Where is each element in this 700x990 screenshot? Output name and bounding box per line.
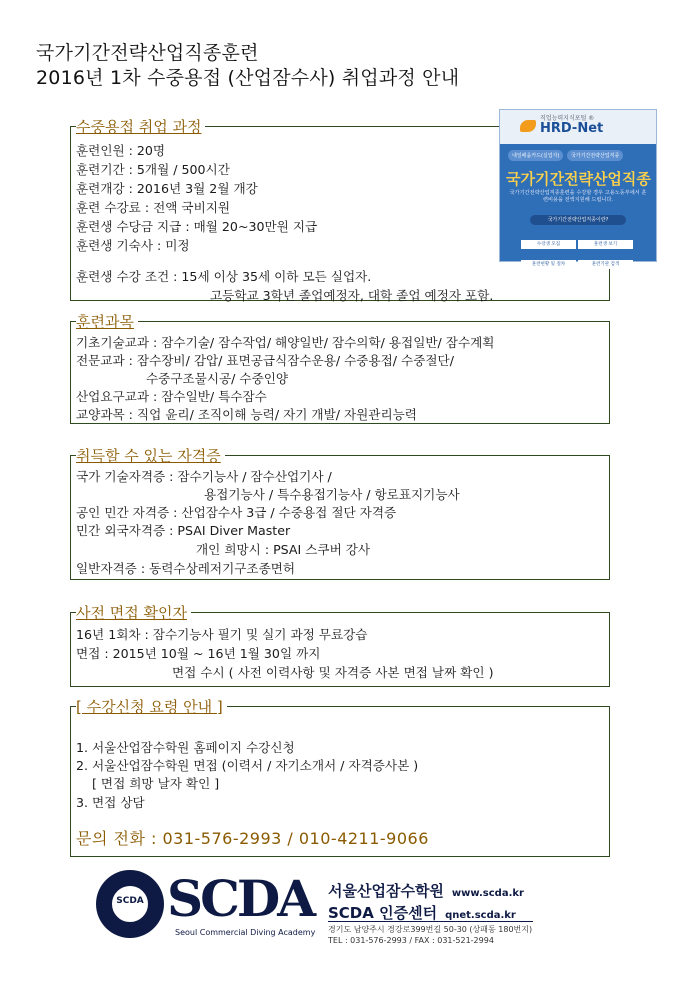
contact-phone: 문의 전화 : 031-576-2993 / 010-4211-9066 (76, 829, 429, 848)
hrd-net-banner[interactable] (499, 109, 657, 267)
scda-emblem-text: SCDA (116, 896, 144, 906)
academy-url[interactable]: www.scda.kr (451, 888, 524, 899)
subject-line: 전문교과 : 잠수장비/ 감압/ 표면공급식잠수운용/ 수중용접/ 수중절단/ (76, 353, 454, 368)
scda-logo: SCDA (167, 869, 314, 928)
academy-name-text: 서울산업잠수학원 (328, 882, 444, 900)
page-title-line2: 2016년 1차 수중용접 (산업잠수사) 취업과정 안내 (36, 67, 460, 89)
cert-center-text: SCDA 인증센터 (328, 904, 438, 922)
footer-address: 경기도 남양주시 경강로399번길 50-30 (상패동 180번지) (328, 925, 533, 934)
footer-divider (328, 921, 533, 922)
course-condition-line: 고등학교 3학년 졸업예정자, 대학 졸업 예정자 포함. (210, 288, 494, 303)
certificate-line: 개인 희망시 : PSAI 스쿠버 강사 (196, 542, 371, 557)
certificate-line: 국가 기술자격증 : 잠수기능사 / 잠수산업기사 / (76, 469, 332, 484)
banner-grid (520, 230, 638, 270)
banner-big-text: 국가기간전략산업직종 (506, 170, 651, 188)
course-info-line: 훈련기간 : 5개월 / 500시간 (76, 162, 230, 177)
application-step: 1. 서울산업잠수학원 홈페이지 수강신청 (76, 740, 295, 755)
course-info-line: 훈련 수강료 : 전액 국비지원 (76, 200, 231, 215)
section-subjects-heading: 훈련과목 (76, 311, 138, 332)
subject-line: 기초기술교과 : 잠수기술/ 잠수작업/ 해양일반/ 잠수의학/ 용접일반/ 잠수계획 (76, 335, 495, 350)
subject-line: 교양과목 : 직업 윤리/ 조직이해 능력/ 자기 개발/ 자원관리능력 (76, 407, 417, 422)
section-certificates-heading: 취득할 수 있는 자격증 (76, 445, 225, 466)
footer-contact (328, 924, 532, 946)
application-step: [ 면접 희망 날자 확인 ] (92, 776, 220, 791)
subject-line: 산업요구교과 : 잠수일반/ 특수잠수 (76, 389, 267, 404)
subject-line: 수중구조물시공/ 수중인양 (146, 371, 289, 386)
interview-line: 면접 수시 ( 사전 이력사항 및 자격증 사본 면접 날짜 확인 ) (172, 665, 494, 680)
interview-line: 면접 : 2015년 10월 ~ 16년 1월 30일 까지 (76, 646, 321, 661)
course-info-line: 훈련개강 : 2016년 3월 2월 개강 (76, 181, 258, 196)
hrd-logo-text: HRD-Net (540, 121, 604, 136)
banner-tab[interactable]: 내일배움카드(실업자) (508, 150, 563, 161)
banner-description: 국가기간전략산업직종훈련을 수강할 경우 고용노동부에서 훈련비용을 전액지원해 드립니다. (509, 190, 647, 203)
banner-tabs (508, 150, 625, 161)
page-title-line1: 국가기간전략산업직종훈련 (36, 42, 259, 64)
banner-tab[interactable]: 국가기간전략산업직종 (567, 150, 623, 161)
scda-logo-subtitle: Seoul Commercial Diving Academy (175, 928, 316, 937)
certificate-line: 공인 민간 자격증 : 산업잠수사 3급 / 수중용접 절단 자격증 (76, 505, 397, 520)
certificate-line: 일반자격증 : 동력수상레저기구조종면허 (76, 561, 296, 576)
course-info-line: 훈련생 기숙사 : 미정 (76, 238, 190, 253)
section-application-heading: [ 수강신청 요령 안내 ] (76, 696, 227, 717)
certificate-line: 용접기능사 / 특수용접기능사 / 항로표지기능사 (204, 487, 460, 502)
banner-small-text: 직업능력지식포털 ® (540, 115, 595, 122)
banner-grid-item[interactable]: 훈련기관 검색 (578, 260, 633, 269)
certificate-line: 민간 외국자격증 : PSAI Diver Master (76, 523, 291, 538)
academy-name (328, 880, 524, 901)
application-step: 3. 면접 상담 (76, 795, 145, 810)
cert-center-name (328, 902, 516, 923)
banner-grid-item[interactable]: 훈련현황 및 절차 (521, 260, 576, 269)
banner-grid-item[interactable]: 훈련생 보기 (578, 240, 633, 249)
cert-center-url[interactable]: qnet.scda.kr (445, 910, 516, 921)
section-interview-heading: 사전 면접 확인자 (76, 602, 191, 623)
course-info-line: 훈련인원 : 20명 (76, 143, 166, 158)
section-course-heading: 수중용접 취업 과정 (76, 116, 205, 137)
course-info-line: 훈련생 수당금 지급 : 매월 20~30만원 지급 (76, 219, 318, 234)
interview-line: 16년 1회차 : 잠수기능사 필기 및 실기 과정 무료강습 (76, 627, 368, 642)
application-step: 2. 서울산업잠수학원 면접 (이력서 / 자기소개서 / 자격증사본 ) (76, 758, 419, 773)
banner-button[interactable]: 국가기간전략산업직종이란? (530, 215, 626, 225)
course-condition-line: 훈련생 수강 조건 : 15세 이상 35세 이하 모든 실업자. (76, 269, 372, 284)
footer-tel: TEL : 031-576-2993 / FAX : 031-521-2994 (328, 936, 494, 945)
banner-grid-item[interactable]: 수강생 모집 (521, 240, 576, 249)
